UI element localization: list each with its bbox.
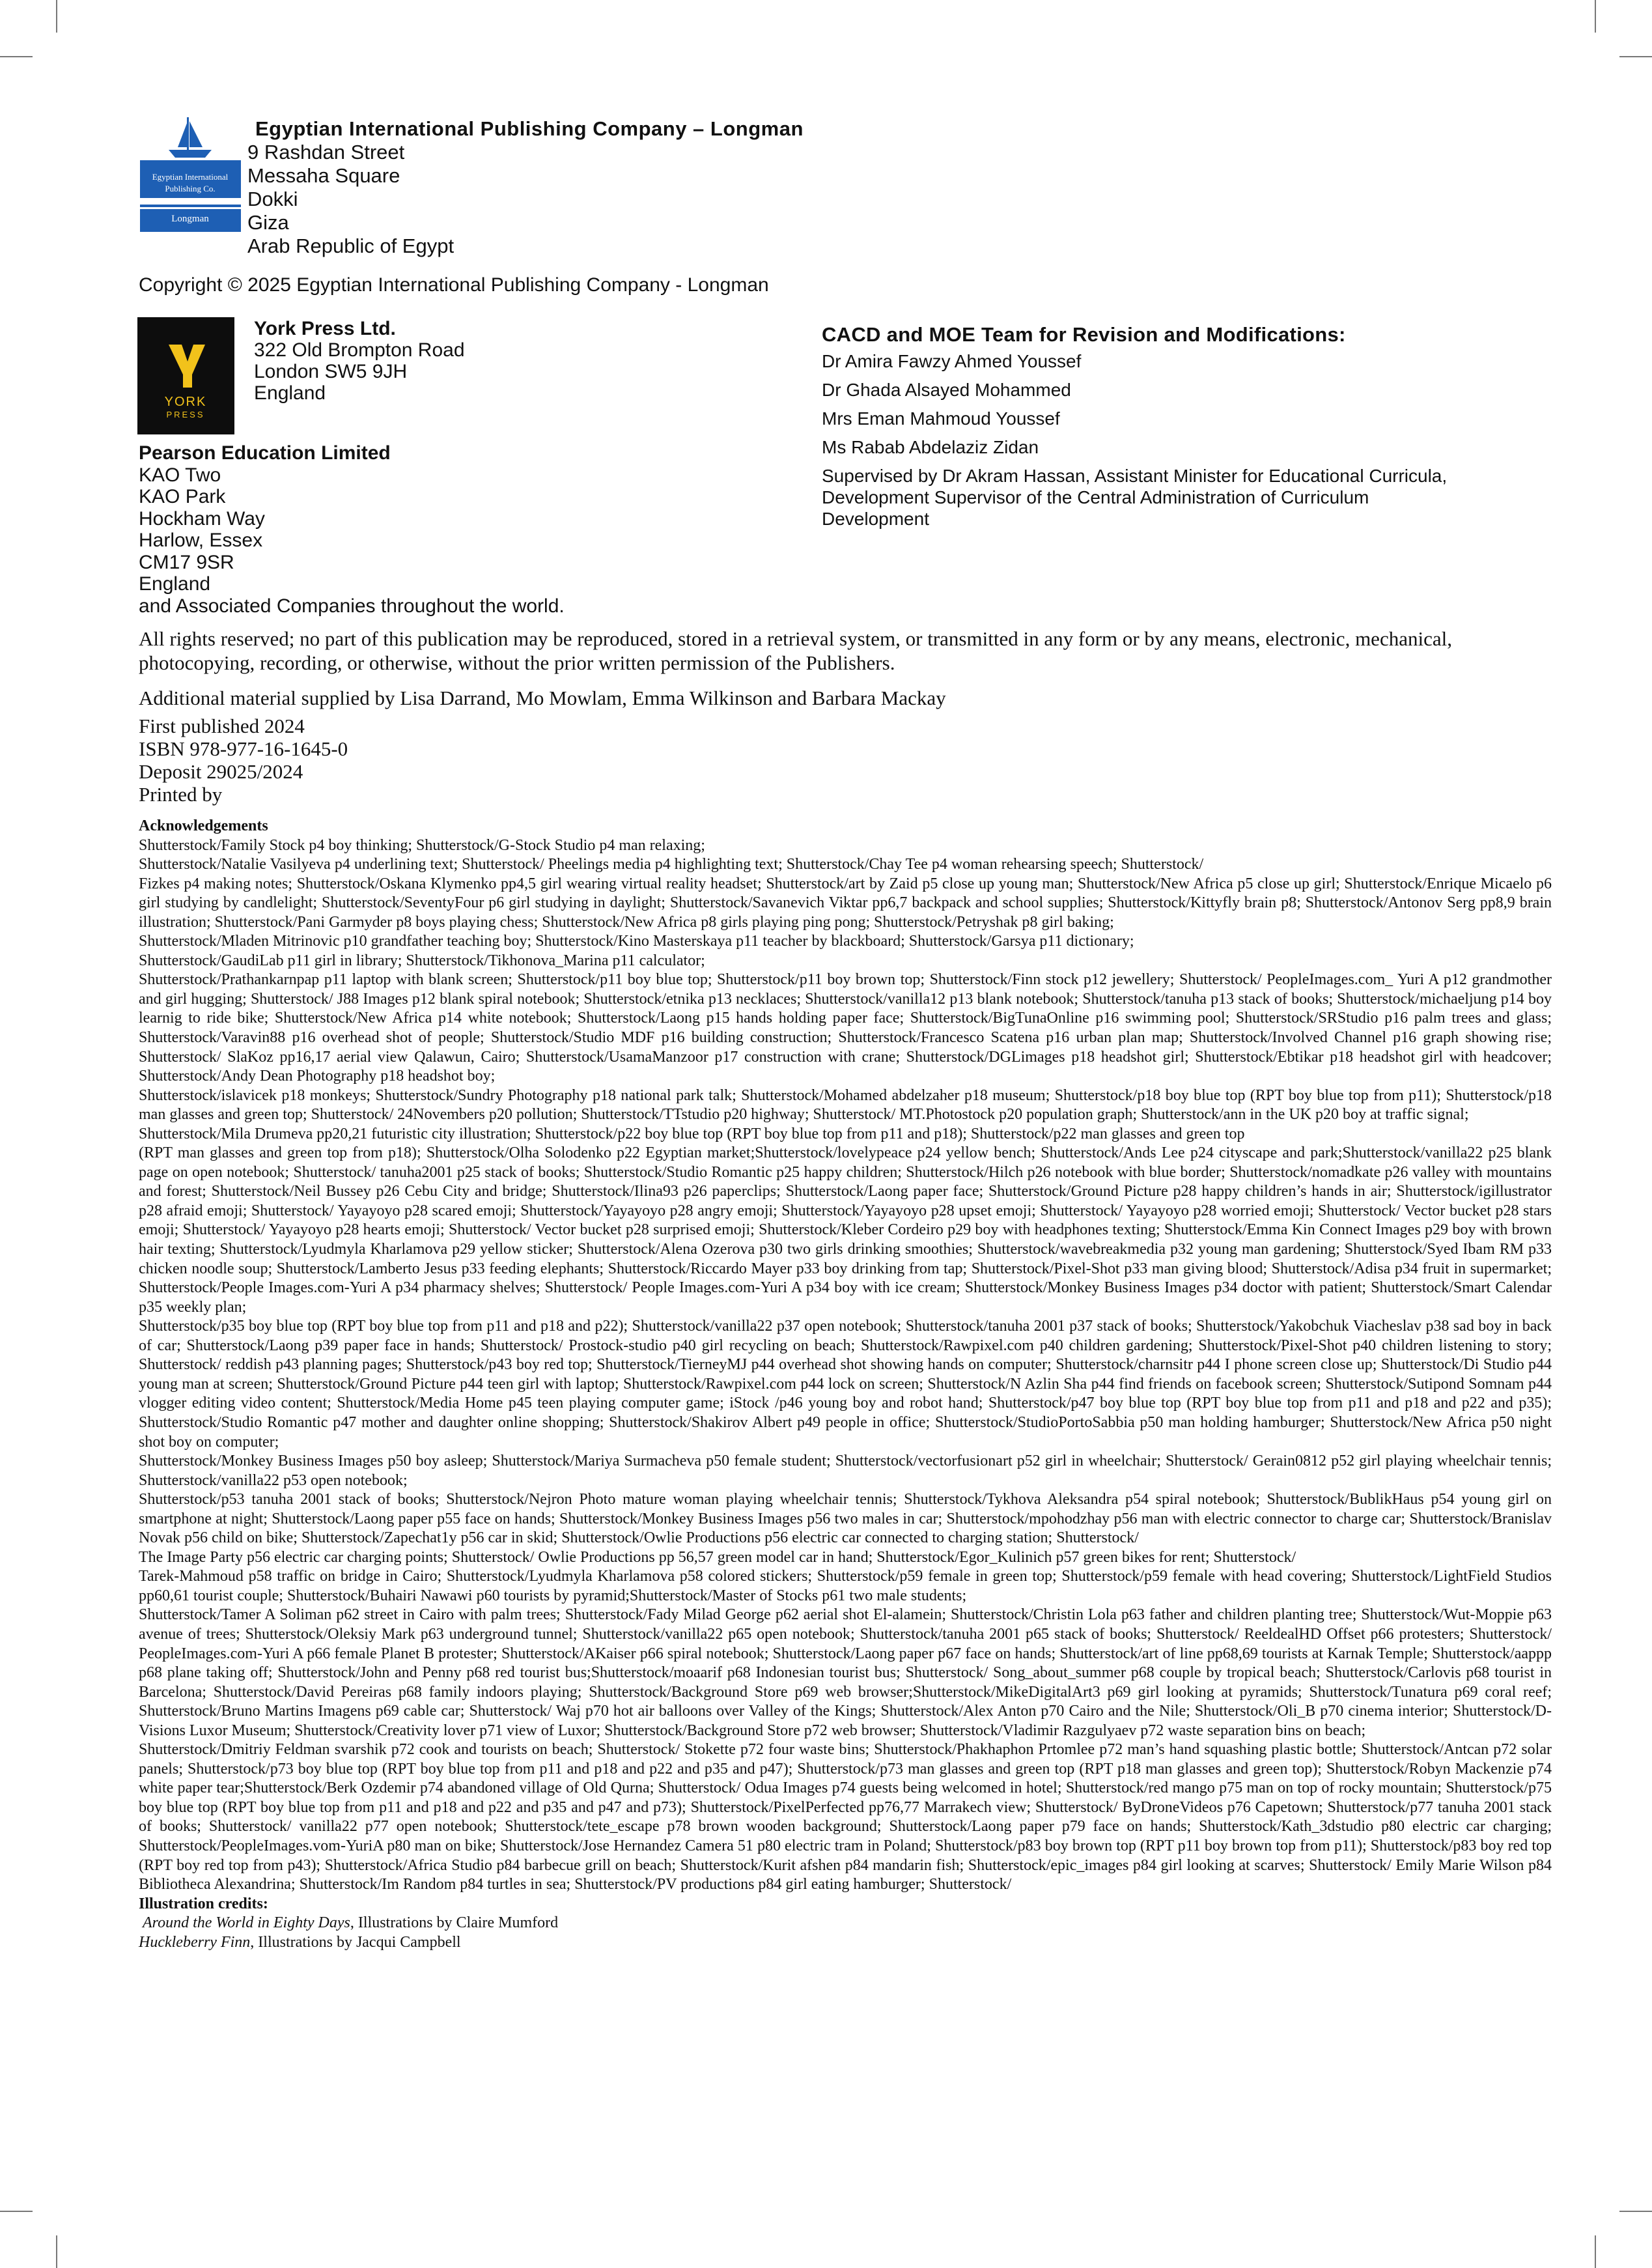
acknowledgement-paragraph: Shutterstock/p53 tanuha 2001 stack of books; Shutterstock/Nejron Photo mature woman playing wheelchair tennis; Shutterstock/Tykhova Aleksandra p54 spiral notebook; Shutterstock/BublikHaus p54 young girl on smartphone at night; Shutterstock/Laong paper p55 face on hands; Shutterstock/Monkey Business Images p56 two males in car; Shutterstock/mpohodzhay p56 man with electric connector to charge car; Shutterstock/Branislav Novak p56 child on bike; Shutterstock/Zapechat1y p56 car in skid; Shutterstock/Owlie Productions p56 electric car connected to charging station; Shutterstock/ <box>139 1491 1552 1547</box>
address-line: KAO Two <box>139 464 221 486</box>
crop-mark <box>0 56 33 57</box>
logo-line: Longman <box>171 214 209 224</box>
crop-mark <box>56 2235 57 2268</box>
book-title: Around the World in Eighty Days <box>143 1914 350 1932</box>
ship-icon <box>169 117 212 158</box>
crop-mark <box>1619 56 1652 57</box>
illustration-credit <box>139 1933 1552 1953</box>
address-line: Dokki <box>247 188 298 210</box>
team-member: Dr Ghada Alsayed Mohammed <box>822 380 1071 400</box>
crop-mark <box>56 0 57 33</box>
team-member: Ms Rabab Abdelaziz Zidan <box>822 437 1039 457</box>
logo-line: YORK <box>164 395 207 409</box>
revision-team-block <box>822 324 1473 530</box>
address-line: England <box>139 573 211 595</box>
address-line: 322 Old Brompton Road <box>254 339 465 361</box>
team-member: Mrs Eman Mahmoud Youssef <box>822 408 1060 429</box>
pearson-address-block <box>139 442 565 617</box>
acknowledgement-paragraph: Tarek-Mahmoud p58 traffic on bridge in Cairo; Shutterstock/Lyudmyla Kharlamova p58 colored stickers; Shutterstock/p59 female in green top; Shutterstock/p59 female with head covering; Shutterstock/LightField Studios pp60,61 tourist couple; Shutterstock/Buhairi Nawawi p60 tourists by pyramid;Shutterstock/Master of Stocks p61 two male students; <box>139 1568 1552 1604</box>
address-line: and Associated Companies throughout the world. <box>139 595 565 617</box>
crop-mark <box>1595 2235 1596 2268</box>
acknowledgements-section <box>139 817 1552 1952</box>
acknowledgement-paragraph: Shutterstock/Mila Drumeva pp20,21 futuristic city illustration; Shutterstock/p22 boy blue top (RPT boy blue top from p11 and p18); Shutterstock/p22 man glasses and green top <box>139 1125 1245 1142</box>
acknowledgement-paragraph: Fizkes p4 making notes; Shutterstock/Oskana Klymenko pp4,5 girl wearing virtual reality headset; Shutterstock/art by Zaid p5 close up young man; Shutterstock/New Africa p5 close up girl; Shutterstock/Enrique Micaelo p6 girl studying by candlelight; Shutterstock/SeventyFour p6 girl studying in daylight; Shutterstock/Savanevich Viktar pp6,7 backpack and school supplies; Shutterstock/Kittyfly brain p8; Shutterstock/Antonov Serg pp8,9 brain illustration; Shutterstock/Pani Garmyder p8 boys playing chess; Shutterstock/New Africa p8 girls playing ping pong; Shutterstock/Petryshak p8 girl baking; <box>139 875 1552 931</box>
team-supervisor: Supervised by Dr Akram Hassan, Assistant Minister for Educational Curricula, Development Supervisor of the Central Administration of Curriculum Development <box>822 466 1448 529</box>
crop-mark <box>1595 0 1596 33</box>
acknowledgement-paragraph: Shutterstock/Prathankarnpap p11 laptop with blank screen; Shutterstock/p11 boy blue top; Shutterstock/p11 boy brown top; Shutterstock/Finn stock p12 jewellery; Shutterstock/ PeopleImages.com_ Yuri A p12 grandmother and girl hugging; Shutterstock/ J88 Images p12 blank spiral notebook; Shutterstock/etnika p13 necklaces; Shutterstock/vanilla12 p13 blank notebook; Shutterstock/tanuha p13 stack of books; Shutterstock/michaeljung p14 boy learnig to ride bike; Shutterstock/New Africa p14 white notebook; Shutterstock/Laong p15 hands holding paper face; Shutterstock/BigTunaOnline p16 swimming pool; Shutterstock/SRStudio p16 palm trees and glass; Shutterstock/Varavin88 p16 overhead shot of people; Shutterstock/Studio MDF p16 building construction; Shutterstock/Francesco Scatena p16 urban plan map; Shutterstock/Involved Channel p16 graph showing rise; Shutterstock/ SlaKoz pp16,17 aerial view Qalawun, Cairo; Shutterstock/UsamaManzoor p17 construction with crane; Shutterstock/DGLimages p18 headshot girl; Shutterstock/Ebtikar p18 headshot girl with headcover; Shutterstock/Andy Dean Photography p18 headshot boy; <box>139 971 1552 1085</box>
address-line: CM17 9SR <box>139 551 234 573</box>
address-line: Messaha Square <box>247 164 400 187</box>
publisher-address-block <box>247 117 804 258</box>
illustration-credit <box>139 1914 1552 1933</box>
epc-logo <box>140 115 241 232</box>
address-line: England <box>254 382 326 404</box>
acknowledgements-heading: Acknowledgements <box>139 817 268 834</box>
pubinfo-line: Deposit 29025/2024 <box>139 760 303 783</box>
acknowledgement-paragraph: Shutterstock/Natalie Vasilyeva p4 underlining text; Shutterstock/ Pheelings media p4 highlighting text; Shutterstock/Chay Tee p4 woman rehearsing speech; Shutterstock/ <box>139 856 1204 873</box>
acknowledgement-paragraph: Shutterstock/p35 boy blue top (RPT boy blue top from p11 and p18 and p22); Shutterstock/vanilla22 p37 open notebook; Shutterstock/tanuha 2001 p37 stack of books; Shutterstock/Yakobchuk Viacheslav p38 sad boy in back of car; Shutterstock/Laong p39 paper face in hands; Shutterstock/ Prostock-studio p40 girl recycling on beach; Shutterstock/Rawpixel.com p40 children gardening; Shutterstock/Pixel-Shot p40 children listening to story; Shutterstock/ reddish p43 planning pages; Shutterstock/p43 boy red top; Shutterstock/TierneyMJ p44 overhead shot showing hands on computer; Shutterstock/charnsitr p44 I phone screen close up; Shutterstock/Di Studio p44 young man at screen; Shutterstock/Ground Picture p44 teen girl with laptop; Shutterstock/Rawpixel.com p44 lock on screen; Shutterstock/N Azlin Sha p44 find friends on facebook screen; Shutterstock/Sutipond Somnam p44 vlogger editing video content; Shutterstock/Media Home p45 teen playing computer game; iStock /p46 young boy and robot hand; Shutterstock/p47 boy blue top (RPT boy blue top from p11 and p18 and p22 and p35); Shutterstock/Studio Romantic p47 mother and daughter online shopping; Shutterstock/Shakirov Albert p49 people in office; Shutterstock/StudioPortoSabbia p50 man holding hamburger; Shutterstock/New Africa p50 night shot boy on computer; <box>139 1318 1552 1451</box>
crop-mark <box>0 2211 33 2212</box>
acknowledgement-paragraph: Shutterstock/Dmitriy Feldman svarshik p72 cook and tourists on beach; Shutterstock/ Stokette p72 four waste bins; Shutterstock/Phakhaphon Prtomlee p72 man’s hand squashing plastic bottle; Shutterstock/Antcan p72 solar panels; Shutterstock/p73 boy blue top (RPT boy blue top from p11 and p18 and p22 and p35 and p47); Shutterstock/p73 man glasses and green top (RPT p18 man glasses and green top); Shutterstock/Robyn Mackenzie p74 white paper tear;Shutterstock/Berk Ozdemir p74 abandoned village of Old Qurna; Shutterstock/ Odua Images p74 guests being welcomed in hotel; Shutterstock/red mango p75 man on top of rocky mountain; Shutterstock/p75 boy blue top (RPT boy blue top from p11 and p18 and p22 and p35 and p47 and p73); Shutterstock/PixelPerfected pp76,77 Marrakech view; Shutterstock/ ByDroneVideos p76 Capetown; Shutterstock/p77 tanuha 2001 stack of books; Shutterstock/ vanilla22 p77 open notebook; Shutterstock/tete_escape p78 brown wooden background; Shutterstock/Laong paper p79 face on hands; Shutterstock/Kath_3dstudio p80 electric car charging; Shutterstock/PeopleImages.vom-YuriA p80 man on bike; Shutterstock/Jose Hernandez Camera 51 p80 electric tram in Poland; Shutterstock/p83 boy brown top (RPT p11 boy brown top from p11); Shutterstock/p83 boy red top (RPT boy red top from p43); Shutterstock/Africa Studio p84 barbecue grill on beach; Shutterstock/Kurit afshen p84 mandarin fish; Shutterstock/epic_images p84 girl looking at scarves; Shutterstock/ Emily Marie Wilson p84 Bibliotheca Alexandrina; Shutterstock/Im Random p84 turtles in sea; Shutterstock/PV productions p84 girl eating hamburger; Shutterstock/ <box>139 1741 1552 1893</box>
york-address-block <box>254 318 465 404</box>
additional-material: Additional material supplied by Lisa Darrand, Mo Mowlam, Emma Wilkinson and Barbara Mackay <box>139 687 946 709</box>
copyright-line: Copyright © 2025 Egyptian International Publishing Company - Longman <box>139 274 769 296</box>
address-line: KAO Park <box>139 486 226 507</box>
logo-line: PRESS <box>166 410 205 419</box>
crop-mark <box>1619 2211 1652 2212</box>
pubinfo-line: ISBN 978-977-16-1645-0 <box>139 737 348 760</box>
publication-info <box>139 715 348 806</box>
address-line: 9 Rashdan Street <box>247 141 405 163</box>
credit-text: , Illustrations by Jacqui Campbell <box>250 1933 461 1951</box>
acknowledgement-paragraph: (RPT man glasses and green top from p18); Shutterstock/Olha Solodenko p22 Egyptian market;Shutterstock/lovelypeace p24 yellow bench; Shutterstock/Ands Lee p24 cityscape and park;Shutterstock/vanilla22 p25 blank page on open notebook; Shutterstock/ tanuha2001 p25 stack of books; Shutterstock/Studio Romantic p25 happy children; Shutterstock/Hilch p26 notebook with blue border; Shutterstock/nomadkate p26 valley with mountains and forest; Shutterstock/Neil Bussey p26 Cebu City and bridge; Shutterstock/Ilina93 p26 paperclips; Shutterstock/Laong paper face; Shutterstock/Ground Picture p28 happy children’s hands in air; Shutterstock/igillustrator p28 afraid emoji; Shutterstock/ Yayayoyo p28 scared emoji; Shutterstock/Yayayoyo p28 angry emoji; Shutterstock/Yayayoyo p28 upset emoji; Shutterstock/ Yayayoyo p28 worried emoji; Shutterstock/ Vector bucket p28 stars emoji; Shutterstock/ Yayayoyo p28 hearts emoji; Shutterstock/ Vector bucket p28 surprised emoji; Shutterstock/Kleber Cordeiro p29 boy with headphones texting; Shutterstock/Emma Kin Connect Images p29 boy with brown hair texting; Shutterstock/Lyudmyla Kharlamova p29 yellow sticker; Shutterstock/Alena Ozerova p30 two girls drinking smoothies; Shutterstock/wavebreakmedia p32 young man gardening; Shutterstock/Syed Ibam RM p33 chicken noodle soup; Shutterstock/Lamberto Jesus p33 feeding elephants; Shutterstock/Riccardo Mayer p33 boy drinking from tap; Shutterstock/Pixel-Shot p33 man giving blood; Shutterstock/Adisa p34 fruit in supermarket; Shutterstock/People Images.com-Yuri A p34 pharmacy shelves; Shutterstock/ People Images.com-Yuri A p34 boy with ice cream; Shutterstock/Monkey Business Images p34 doctor with patient; Shutterstock/Smart Calendar p35 weekly plan; <box>139 1144 1552 1316</box>
address-line: Giza <box>247 211 289 234</box>
acknowledgement-paragraph: The Image Party p56 electric car charging points; Shutterstock/ Owlie Productions pp 56,57 green model car in hand; Shutterstock/Egor_Kulinich p57 green bikes for rent; Shutterstock/ <box>139 1548 1296 1566</box>
book-title: Huckleberry Finn <box>139 1933 251 1951</box>
address-line: Arab Republic of Egypt <box>247 234 455 257</box>
credit-text: , Illustrations by Claire Mumford <box>350 1914 559 1932</box>
pearson-name: Pearson Education Limited <box>139 442 391 464</box>
acknowledgement-paragraph: Shutterstock/Mladen Mitrinovic p10 grandfather teaching boy; Shutterstock/Kino Masterskaya p11 teacher by blackboard; Shutterstock/Garsya p11 dictionary; <box>139 933 1134 950</box>
address-line: Hockham Way <box>139 507 265 530</box>
team-heading: CACD and MOE Team for Revision and Modifications: <box>822 323 1346 346</box>
pubinfo-line: Printed by <box>139 783 223 806</box>
acknowledgement-paragraph: Shutterstock/islavicek p18 monkeys; Shutterstock/Sundry Photography p18 national park talk; Shutterstock/Mohamed abdelzaher p18 museum; Shutterstock/p18 boy blue top (RPT boy blue top from p11); Shutterstock/p18 man glasses and green top; Shutterstock/ 24Novembers p20 pollution; Shutterstock/TTstudio p20 highway; Shutterstock/ MT.Photostock p20 population graph; Shutterstock/ann in the UK p20 boy at traffic signal; <box>139 1086 1552 1124</box>
rights-statement: All rights reserved; no part of this publication may be reproduced, stored in a retrieval system, or transmitted in any form or by any means, electronic, mechanical, photocopying, recording, or otherwise, without the prior written permission of the Publishers. <box>139 627 1452 674</box>
logo-line: Publishing Co. <box>165 184 216 193</box>
illustration-credits-heading: Illustration credits: <box>139 1895 268 1912</box>
york-name: York Press Ltd. <box>254 318 396 339</box>
team-member: Dr Amira Fawzy Ahmed Youssef <box>822 351 1082 371</box>
address-line: Harlow, Essex <box>139 530 263 551</box>
publisher-name: Egyptian International Publishing Company – Longman <box>255 117 804 140</box>
acknowledgement-paragraph: Shutterstock/Family Stock p4 boy thinking; Shutterstock/G-Stock Studio p4 man relaxing; <box>139 836 705 854</box>
pubinfo-line: First published 2024 <box>139 715 305 737</box>
address-line: London SW5 9JH <box>254 361 408 382</box>
acknowledgement-paragraph: Shutterstock/Monkey Business Images p50 boy asleep; Shutterstock/Mariya Surmacheva p50 female student; Shutterstock/vectorfusionart p52 girl in wheelchair; Shutterstock/ Gerain0812 p52 girl playing wheelchair tennis; Shutterstock/vanilla22 p53 open notebook; <box>139 1453 1552 1489</box>
acknowledgement-paragraph: Shutterstock/GaudiLab p11 girl in library; Shutterstock/Tikhonova_Marina p11 calculator; <box>139 952 705 969</box>
logo-line: Egyptian International <box>152 172 229 182</box>
york-press-logo <box>137 317 234 434</box>
acknowledgement-paragraph: Shutterstock/Tamer A Soliman p62 street in Cairo with palm trees; Shutterstock/Fady Milad George p62 aerial shot El-alamein; Shutterstock/Christin Lola p63 father and children planting tree; Shutterstock/Wut-Moppie p63 avenue of trees; Shutterstock/Oleksiy Mark p63 underground tunnel; Shutterstock/vanilla22 p65 open notebook; Shutterstock/tanuha 2001 p65 stack of books; Shutterstock/ ReeldealHD Offset p66 protesters; Shutterstock/ PeopleImages.com-Yuri A p66 female Planet B protester; Shutterstock/AKaiser p66 spiral notebook; Shutterstock/Laong paper p67 face on hands; Shutterstock/art of line pp68,69 tourists at Karnak Temple; Shutterstock/aappp p68 plane taking off; Shutterstock/John and Penny p68 red tourist bus;Shutterstock/moaarif p68 Indonesian tourist bus; Shutterstock/ Song_about_summer p68 couple by tropical beach; Shutterstock/Carlovis p68 tourist in Barcelona; Shutterstock/David Pereiras p68 family indoors playing; Shutterstock/Background Store p69 web browser;Shutterstock/MikeDigitalArt3 p69 girl looking at pyramids; Shutterstock/Tunatura p69 coral reef; Shutterstock/Bruno Martins Imagens p69 cable car; Shutterstock/ Waj p70 hot air balloons over Valley of the Kings; Shutterstock/Alex Anton p70 Cairo and the Nile; Shutterstock/Oli_B p70 cinema interior; Shutterstock/D-Visions Luxor Museum; Shutterstock/Creativity lover p71 view of Luxor; Shutterstock/Background Store p72 web browser; Shutterstock/Vladimir Razgulyaev p72 waste separation bins on beach; <box>139 1606 1552 1739</box>
